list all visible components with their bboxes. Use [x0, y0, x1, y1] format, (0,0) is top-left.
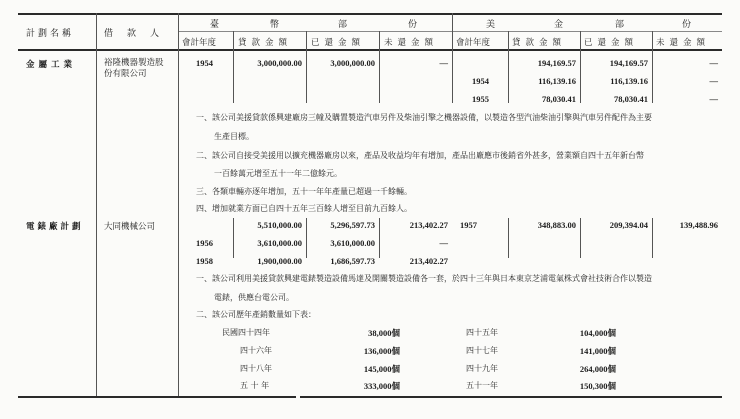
header-twd-2: 幣	[270, 20, 283, 30]
usd-loan: 348,883.00	[537, 220, 576, 230]
usd-year: 1954	[472, 76, 489, 86]
header-twd-4: 份	[408, 20, 421, 30]
usd-loan: 78,030.41	[542, 94, 576, 104]
bottom-rule-left	[18, 396, 296, 398]
row2-usd-year-divider	[508, 218, 509, 258]
usd-repaid: 116,139.16	[610, 76, 648, 86]
header-usd-1: 美	[486, 20, 499, 30]
header-plan-name: 計劃名稱	[26, 29, 75, 39]
production-qty: 150,300個	[579, 381, 616, 391]
twd-outstanding: —	[439, 238, 448, 248]
twd-year: 1956	[196, 238, 213, 248]
row2-twd-repaid-divider	[379, 218, 380, 258]
usd-year: 1957	[460, 220, 477, 230]
sub-header-twd-outstanding: 未還金額	[384, 38, 439, 48]
note-row1-1: 一、該公司美援貸款係興建廠房三幢及購置製造汽車另件及柴油引擎之機器設備，以製造各型汽油柴油引擎與汽車另件配件為主要	[196, 113, 652, 122]
twd-repaid: 3,000,000.00	[330, 58, 375, 68]
usd-outstanding: —	[709, 58, 718, 68]
col-divider-usd-year	[508, 31, 509, 103]
plan-name-row2: 電錶廠計劃	[26, 222, 84, 232]
row2-usd-repaid-divider	[652, 218, 653, 258]
production-year: 五 十 年	[240, 381, 270, 390]
sub-header-usd-outstanding: 未還金額	[656, 38, 711, 48]
col-divider-usd-loan	[580, 31, 581, 103]
subheader-rule	[178, 31, 722, 32]
row2-usd-loan-divider	[580, 218, 581, 258]
bottom-rule-right	[300, 396, 722, 398]
header-usd-4: 份	[682, 20, 695, 30]
twd-repaid: 5,296,597.73	[330, 220, 375, 230]
header-twd-3: 部	[338, 20, 351, 30]
twd-outstanding: 213,402.27	[409, 220, 448, 230]
production-qty: 38,000個	[368, 328, 400, 338]
twd-repaid: 1,686,597.73	[330, 256, 375, 266]
production-qty: 145,000個	[363, 364, 400, 374]
sub-header-usd-repaid: 已還金額	[584, 38, 639, 48]
col-divider-twd-usd	[452, 13, 453, 103]
borrower-row2: 大同機械公司	[104, 222, 156, 232]
production-year: 民國四十四年	[222, 328, 270, 337]
production-qty: 333,000個	[363, 381, 400, 391]
col-divider-twd-year	[233, 31, 234, 103]
production-year: 四十七年	[466, 346, 498, 355]
header-usd-3: 部	[615, 20, 628, 30]
note-row1-4: 四、增加就業方面已自四十五年三百餘人增至目前九百餘人。	[196, 204, 412, 213]
note-row1-2: 二、該公司自接受美援用以擴充機器廠房以來，產品及收益均年有增加，產品出廠應市後銷省外甚多，營業額自四十五年新台幣	[196, 151, 644, 160]
usd-repaid: 209,394.04	[609, 220, 648, 230]
production-year: 四十五年	[466, 328, 498, 337]
production-year: 五十一年	[466, 381, 498, 390]
note-row2-2: 二、該公司歷年產銷數量如下表：	[196, 310, 316, 319]
note-row1-3: 三、各類車輛亦逐年增加，五十一年年產量已超過一千餘輛。	[196, 187, 412, 196]
twd-year: 1954	[196, 58, 213, 68]
borrower-row1-line1: 裕隆機器製造股	[104, 58, 164, 68]
col-divider-twd-repaid	[379, 31, 380, 103]
row2-twd-year-divider	[233, 218, 234, 258]
twd-loan: 5,510,000.00	[257, 220, 302, 230]
col-divider-plan	[96, 13, 97, 396]
top-rule	[18, 13, 722, 15]
sub-header-twd-year: 會計年度	[182, 38, 217, 48]
production-qty: 104,000個	[579, 328, 616, 338]
sub-header-twd-repaid: 已還金額	[311, 38, 366, 48]
header-borrower: 借款人	[104, 29, 174, 39]
plan-name-row1: 金屬工業	[26, 60, 77, 70]
twd-outstanding: —	[439, 58, 448, 68]
usd-loan: 194,169.57	[537, 58, 576, 68]
sub-header-twd-loan: 貸款金額	[238, 38, 293, 48]
note-row1-2-cont: 一百餘萬元增至五十一年二億餘元。	[214, 169, 342, 178]
usd-repaid: 78,030.41	[614, 94, 648, 104]
usd-year: 1955	[472, 94, 489, 104]
usd-repaid: 194,169.57	[609, 58, 648, 68]
col-divider-usd-repaid	[652, 31, 653, 103]
production-year: 四十八年	[240, 364, 272, 373]
header-bottom-rule	[18, 49, 722, 51]
production-year: 四十六年	[240, 346, 272, 355]
usd-outstanding: 139,488.96	[679, 220, 718, 230]
production-year: 四十九年	[466, 364, 498, 373]
twd-loan: 3,000,000.00	[257, 58, 302, 68]
production-qty: 141,000個	[579, 346, 616, 356]
twd-repaid: 3,610,000.00	[330, 238, 375, 248]
twd-outstanding: 213,402.27	[409, 256, 448, 266]
production-qty: 136,000個	[363, 346, 400, 356]
twd-year: 1958	[196, 256, 213, 266]
usd-outstanding: —	[709, 94, 718, 104]
usd-loan: 116,139.16	[538, 76, 576, 86]
twd-loan: 1,900,000.00	[257, 256, 302, 266]
production-qty: 264,000個	[579, 364, 616, 374]
sub-header-usd-year: 會計年度	[456, 38, 491, 48]
note-row2-1-cont: 電錶，供應台電公司。	[214, 293, 294, 302]
header-twd-1: 臺	[210, 20, 223, 30]
note-row2-1: 一、該公司利用美援貸款興建電錶製造設備馬達及開關製造設備各一套，於四十三年與日本東京芝浦電氣株式會社技術合作以製造	[196, 274, 652, 283]
row2-twd-loan-divider	[306, 218, 307, 258]
sub-header-usd-loan: 貸款金額	[512, 38, 567, 48]
note-row1-1-cont: 生產目標。	[214, 132, 254, 141]
borrower-row1-line2: 份有限公司	[104, 69, 147, 79]
col-divider-twd-loan	[306, 31, 307, 103]
header-usd-2: 金	[554, 20, 567, 30]
twd-loan: 3,610,000.00	[257, 238, 302, 248]
usd-outstanding: —	[709, 76, 718, 86]
col-divider-borrower	[178, 13, 179, 396]
